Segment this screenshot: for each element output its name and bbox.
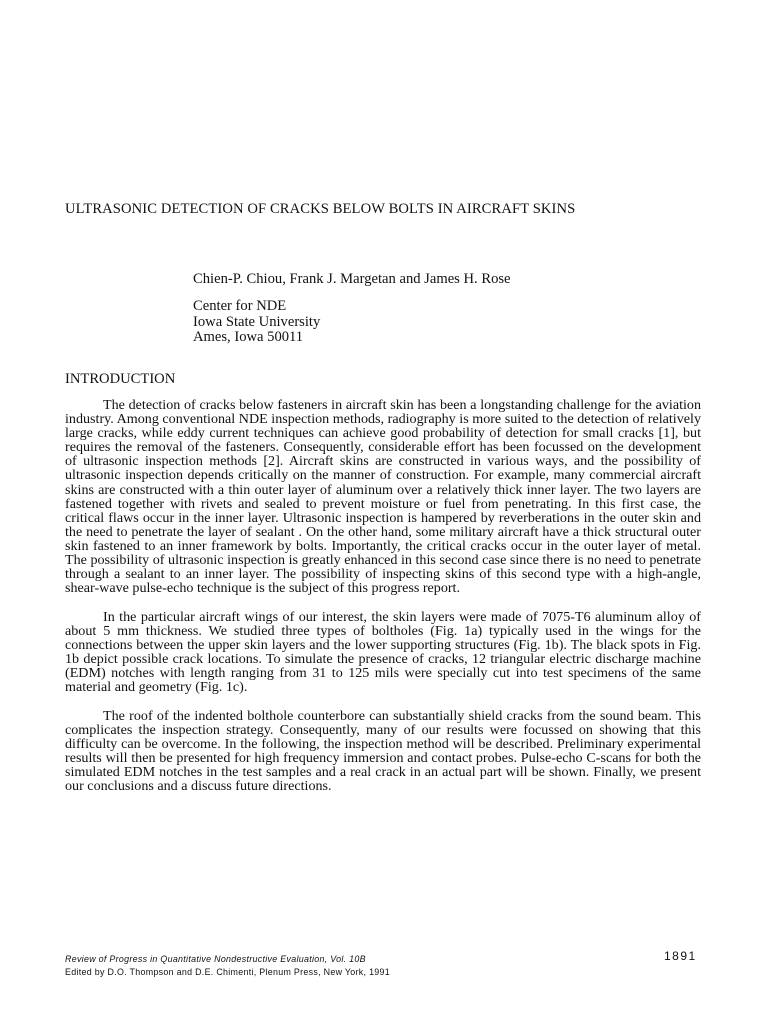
footer-citation — [65, 953, 390, 979]
affiliation-line: Center for NDE — [193, 298, 287, 314]
body-paragraph: In the particular aircraft wings of our interest, the skin layers were made of 7075-T6 aluminum alloy of about 5 mm thickness. We studied three types of boltholes (Fig. 1a) typically used in the wings for the connections between the upper skin layers and the lower supporting structures (Fig. 1b). The black spots in Fig. 1b depict possible crack locations. To simulate the presence of cracks, 12 triangular electric discharge machine (EDM) notches with length ranging from 31 to 125 mils were specially cut into test specimens of the same material and geometry (Fig. 1c). — [65, 608, 701, 696]
affiliation-line: Iowa State University — [193, 313, 321, 330]
affiliation-line: Ames, Iowa 50011 — [193, 329, 304, 345]
editors-reference: Edited by D.O. Thompson and D.E. Chimenti, Plenum Press, New York, 1991 — [65, 967, 391, 977]
section-heading: INTRODUCTION — [65, 371, 176, 387]
body-paragraph: The roof of the indented bolthole counterbore can substantially shield cracks from the sound beam. This complicates the inspection strategy. Consequently, many of our results were focussed on showing that this difficulty can be overcome. In the following, the inspection method will be described. Preliminary experimental results will then be presented for high frequency immersion and contact probes. Pulse-echo C-scans for both the simulated EDM notches in the test samples and a real crack in an actual part will be shown. Finally, we present our conclusions and a discuss future directions. — [65, 707, 701, 795]
journal-reference: Review of Progress in Quantitative Nondestructive Evaluation, Vol. 10B — [65, 954, 366, 964]
page-number: 1891 — [664, 949, 697, 963]
author-list: Chien-P. Chiou, Frank J. Margetan and James H. Rose — [193, 271, 511, 287]
body-paragraph: The detection of cracks below fasteners in aircraft skin has been a longstanding challenge for the aviation industry. Among conventional NDE inspection methods, radiography is more suited to the detection of relatively large cracks, while eddy current techniques can achieve good probability of detection for small cracks [1], but requires the removal of the fasteners. Consequently, considerable effort has been focussed on the development of ultrasonic inspection methods [2]. Aircraft skins are constructed in various ways, and the possibility of ultrasonic inspection depends critically on the manner of construction. For example, many commercial aircraft skins are constructed with a thin outer layer of aluminum over a relatively thick inner layer. The two layers are fastened together with rivets and sealed to prevent moisture or fuel from penetrating. In this first case, the critical flaws occur in the inner layer. Ultrasonic inspection is hampered by reverberations in the outer skin and the need to penetrate the layer of sealant . On the other hand, some military aircraft have a thick structural outer skin fastened to an inner framework by bolts. Importantly, the critical cracks occur in the outer layer of metal. The possibility of ultrasonic inspection is greatly enhanced in this second case since there is no need to penetrate through a sealant to an inner layer. The possibility of inspecting skins of this second type with a high-angle, shear-wave pulse-echo technique is the subject of this progress report. — [65, 397, 701, 597]
affiliation-block — [193, 299, 320, 346]
introduction-body — [65, 398, 701, 808]
paper-title: ULTRASONIC DETECTION OF CRACKS BELOW BOLTS IN AIRCRAFT SKINS — [65, 201, 576, 217]
